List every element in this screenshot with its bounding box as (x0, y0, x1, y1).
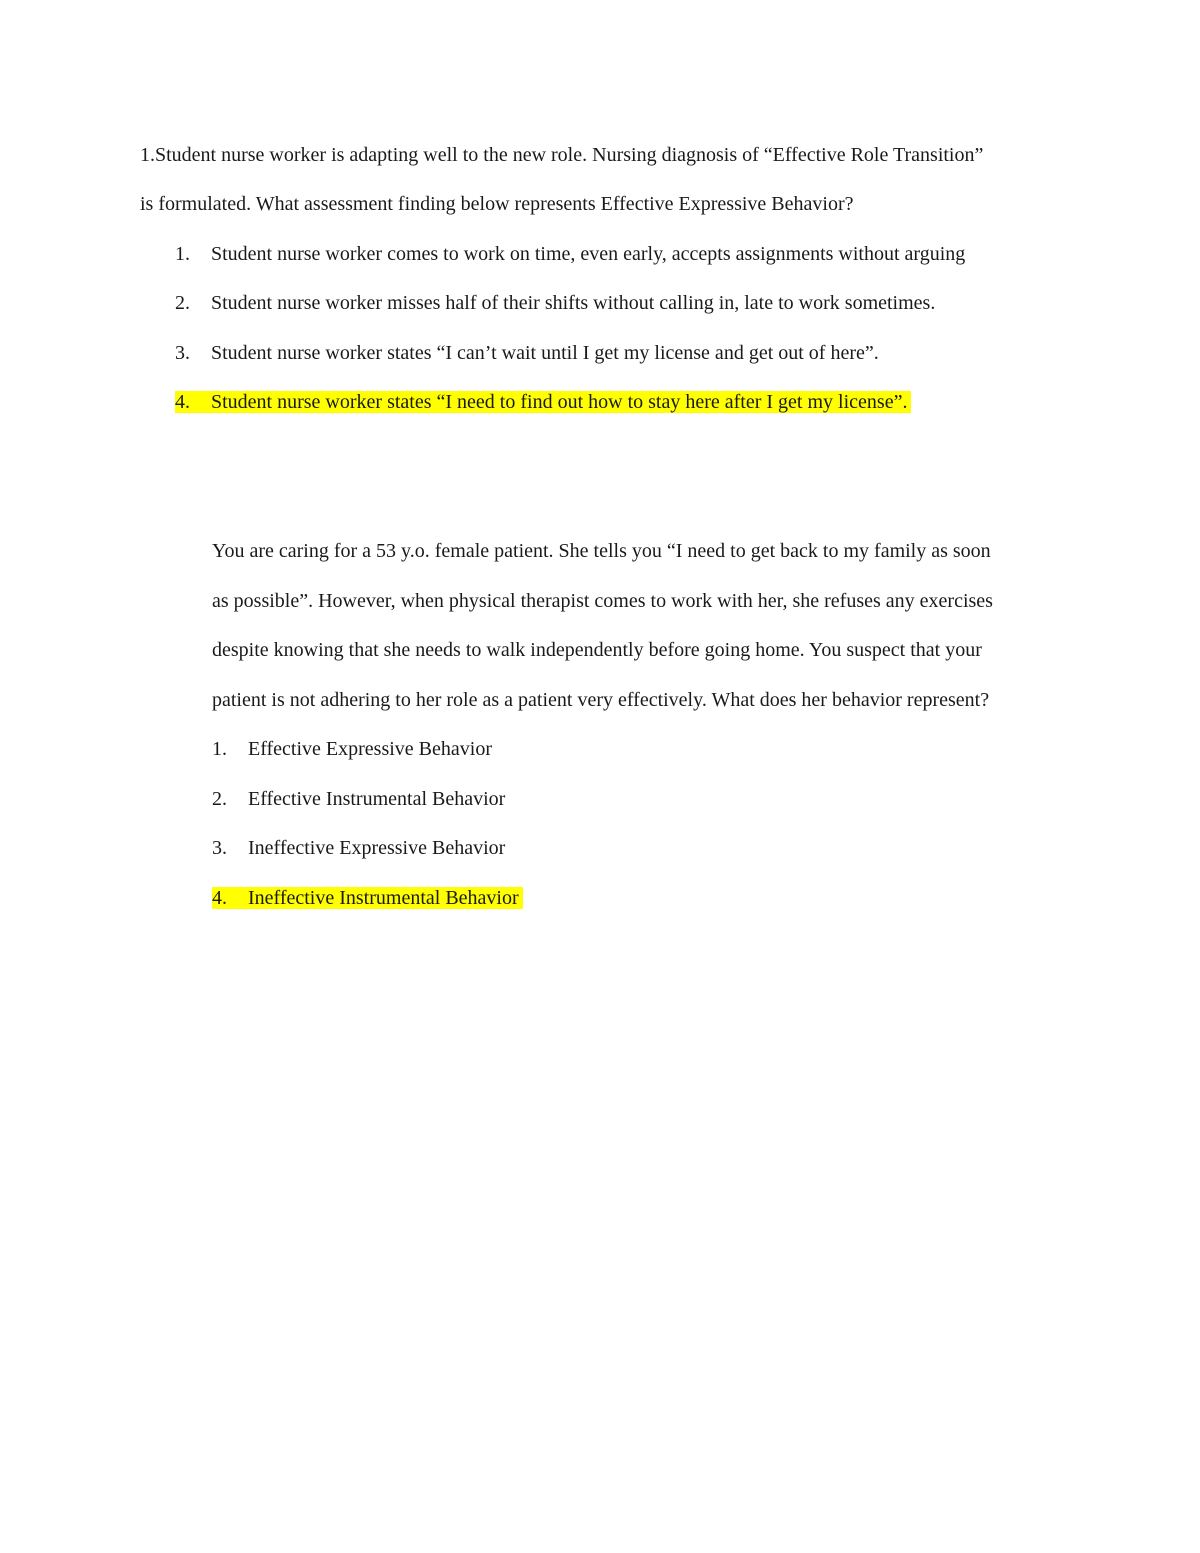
question2-option-3 (212, 835, 505, 861)
question2-stem-line1: You are caring for a 53 y.o. female patient. She tells you “I need to get back to my family as soon (212, 540, 991, 562)
question1-option-1 (175, 241, 965, 267)
question1-option-4-highlighted (175, 389, 911, 415)
option-text: Student nurse worker misses half of their shifts without calling in, late to work sometimes. (211, 292, 936, 314)
question2-stem-line2: as possible”. However, when physical therapist comes to work with her, she refuses any exercises (212, 590, 993, 612)
question2-stem-line3: despite knowing that she needs to walk independently before going home. You suspect that your (212, 639, 982, 661)
option-text: Ineffective Instrumental Behavior (248, 887, 519, 909)
question1-stem-line2: is formulated. What assessment finding below represents Effective Expressive Behavior? (140, 193, 854, 215)
answer-highlight (212, 887, 523, 909)
answer-highlight (175, 391, 911, 413)
option-number: 1. (175, 243, 190, 265)
question2-option-2 (212, 786, 505, 812)
question2-stem-line4: patient is not adhering to her role as a patient very effectively. What does her behavior represent? (212, 689, 990, 711)
option-text: Student nurse worker states “I need to find out how to stay here after I get my license”. (211, 391, 908, 413)
option-number: 1. (212, 738, 227, 760)
option-number: 2. (175, 292, 190, 314)
option-text: Ineffective Expressive Behavior (248, 837, 506, 859)
option-number: 3. (175, 342, 190, 364)
option-number: 3. (212, 837, 227, 859)
option-text: Student nurse worker comes to work on time, even early, accepts assignments without arguing (211, 243, 966, 265)
question1-option-3 (175, 340, 879, 366)
option-number: 4. (175, 391, 190, 413)
question2-option-1 (212, 736, 492, 762)
option-number: 2. (212, 788, 227, 810)
question1-option-2 (175, 290, 935, 316)
question2-option-4-highlighted (212, 885, 523, 911)
option-text: Effective Instrumental Behavior (248, 788, 506, 810)
option-text: Student nurse worker states “I can’t wait until I get my license and get out of here”. (211, 342, 879, 364)
option-number: 4. (212, 887, 227, 909)
option-text: Effective Expressive Behavior (248, 738, 492, 760)
question1-stem-line1: 1.Student nurse worker is adapting well to the new role. Nursing diagnosis of “Effective Role Transition” (140, 144, 984, 166)
